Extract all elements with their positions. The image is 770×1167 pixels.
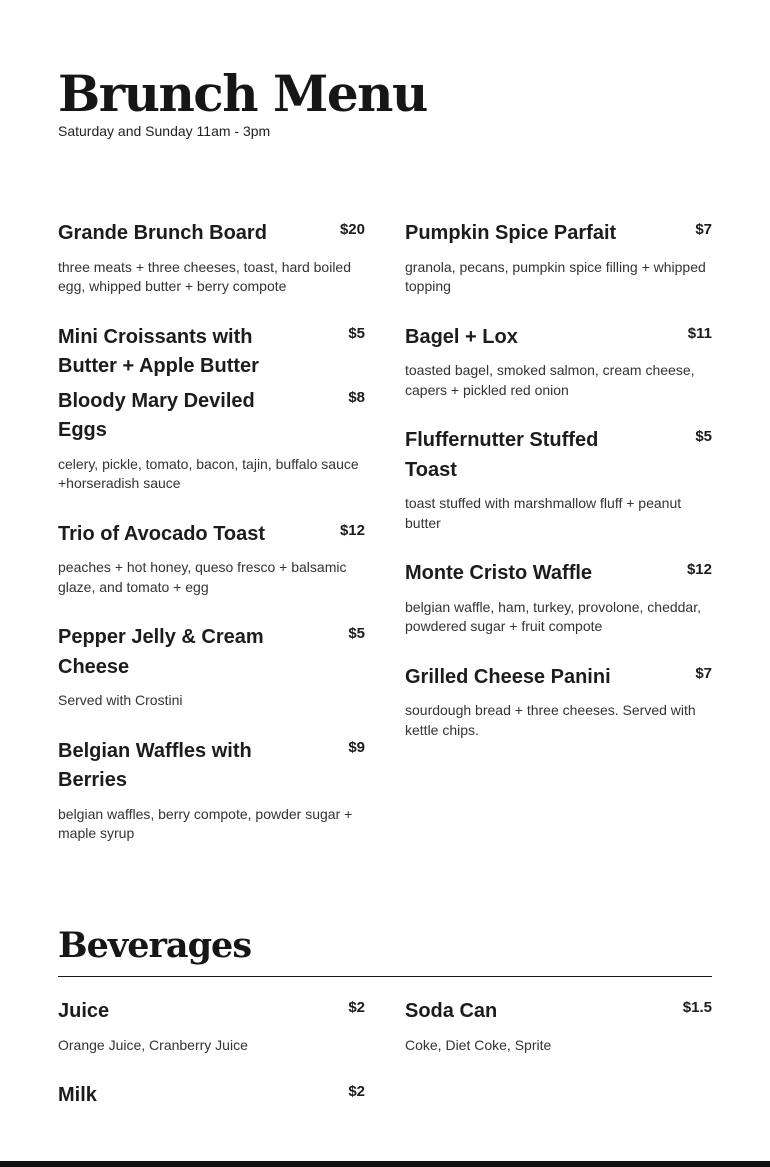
item-description: sourdough bread + three cheeses. Served with kettle chips.: [405, 702, 696, 738]
beverages-column-left: [58, 997, 365, 1111]
item-name: Grilled Cheese Panini: [405, 665, 611, 688]
item-name: Bloody Mary Deviled Eggs: [58, 389, 255, 441]
item-price: $1.5: [682, 999, 712, 1016]
item-name: Mini Croissants with Butter + Apple Butter: [58, 325, 259, 377]
item-price: $11: [687, 324, 712, 342]
item-price: $9: [348, 738, 365, 756]
item-price: $2: [348, 1083, 365, 1100]
item-description: peaches + hot honey, queso fresco + balsamic glaze, and tomato + egg: [58, 559, 347, 595]
item-name: Bagel + Lox: [405, 325, 518, 348]
menu-item: [405, 997, 712, 1055]
menu-item: [58, 387, 365, 494]
item-name: Belgian Waffles with Berries: [58, 739, 252, 791]
page-subtitle: Saturday and Sunday 11am - 3pm: [58, 123, 271, 139]
item-description: belgian waffle, ham, turkey, provolone, cheddar, powdered sugar + fruit compote: [405, 598, 701, 634]
item-description: Coke, Diet Coke, Sprite: [405, 1036, 552, 1053]
item-name: Fluffernutter Stuffed Toast: [405, 429, 599, 481]
item-price: $8: [348, 388, 365, 406]
item-price: $7: [695, 664, 712, 682]
menu-column-right: [405, 219, 712, 740]
menu-item: [58, 520, 365, 598]
item-price: $5: [348, 625, 365, 642]
bottom-border: [0, 1161, 770, 1167]
item-description: granola, pecans, pumpkin spice filling + whipped topping: [405, 258, 706, 294]
item-name: Juice: [58, 1000, 110, 1022]
item-name: Pepper Jelly & Cream Cheese: [58, 626, 264, 678]
item-description: three meats + three cheeses, toast, hard boiled egg, whipped butter + berry compote: [58, 258, 352, 294]
item-name: Pumpkin Spice Parfait: [405, 222, 617, 244]
menu-item: [58, 623, 365, 711]
item-price: $2: [348, 999, 365, 1016]
item-description: Served with Crostini: [58, 692, 183, 708]
menu-item: [58, 323, 365, 382]
item-name: Grande Brunch Board: [58, 222, 267, 244]
item-description: toasted bagel, smoked salmon, cream cheese, capers + pickled red onion: [405, 362, 695, 398]
menu-item: [405, 559, 712, 637]
item-name: Soda Can: [405, 1000, 498, 1022]
item-name: Trio of Avocado Toast: [58, 522, 266, 545]
menu-item: [58, 737, 365, 844]
item-description: belgian waffles, berry compote, powder sugar + maple syrup: [58, 805, 353, 841]
menu-item: [58, 1081, 365, 1111]
menu-item: [58, 219, 365, 297]
item-price: $12: [686, 561, 712, 578]
item-price: $7: [695, 221, 712, 238]
item-price: $5: [695, 428, 712, 445]
item-price: $12: [339, 521, 365, 539]
item-name: Milk: [58, 1084, 97, 1106]
item-price: $5: [348, 324, 365, 342]
beverages-heading: Beverages: [58, 925, 252, 966]
menu-item: [405, 426, 712, 533]
beverages-column-right: [405, 997, 712, 1055]
item-price: $20: [339, 221, 365, 238]
item-description: Orange Juice, Cranberry Juice: [58, 1036, 248, 1053]
menu-item: [58, 997, 365, 1055]
menu-item: [405, 219, 712, 297]
item-description: toast stuffed with marshmallow fluff + peanut butter: [405, 495, 682, 531]
menu-item: [405, 323, 712, 401]
page-title: Brunch Menu: [58, 64, 427, 123]
beverages-divider: [58, 976, 712, 977]
menu-item: [405, 663, 712, 741]
menu-column-left: [58, 219, 365, 844]
item-description: celery, pickle, tomato, bacon, tajin, buffalo sauce +horseradish sauce: [58, 455, 359, 491]
item-name: Monte Cristo Waffle: [405, 562, 593, 584]
